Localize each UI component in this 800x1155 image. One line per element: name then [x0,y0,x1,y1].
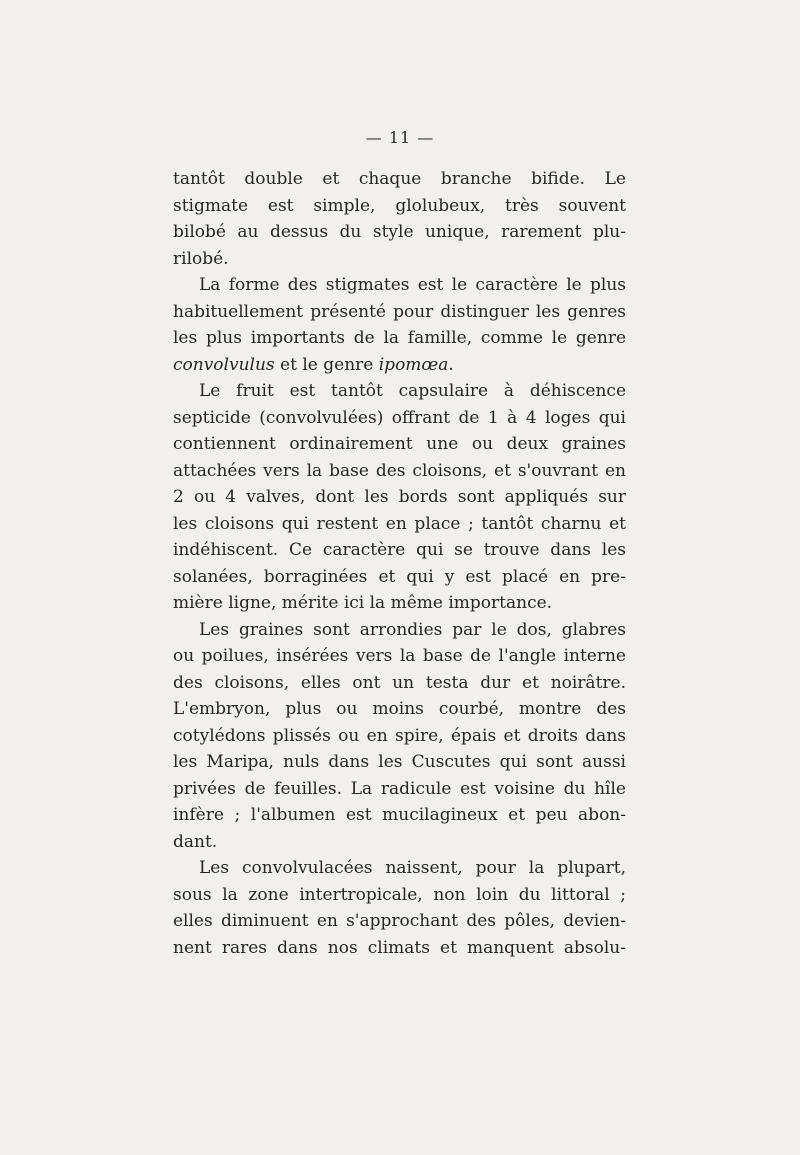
text-line: sous la zone intertropicale, non loin du littoral ; [173,884,626,905]
text-line: bilobé au dessus du style unique, rarement plu- [173,222,626,242]
italic-term: ipomœa [378,354,449,375]
text-line: les plus importants de la famille, comme le genre [173,328,626,348]
text-line: nent rares dans nos climats et manquent absolu- [173,937,626,958]
text-line: indéhiscent. Ce caractère qui se trouve dans les [173,540,626,560]
text-line: L'embryon, plus ou moins courbé, montre des [173,699,626,719]
text-line [173,352,626,379]
text-line: des cloisons, elles ont un testa dur et noirâtre. [173,672,626,693]
text-span: . [448,354,454,375]
text-span: et le genre [274,354,379,375]
page-number: — 11 — [365,128,435,147]
text-line: 2 ou 4 valves, dont les bords sont appliqués sur [173,487,626,507]
text-line: La forme des stigmates est le caractère le plus [199,275,626,295]
text-line: habituellement présenté pour distinguer les genres [173,301,626,322]
text-line: Les graines sont arrondies par le dos, glabres [199,619,626,640]
text-line: elles diminuent en s'approchant des pôles, devien- [173,911,626,931]
text-line: les Maripa, nuls dans les Cuscutes qui sont aussi [173,752,626,772]
text-line: cotylédons plissés ou en spire, épais et droits dans [173,725,626,746]
text-line: rilobé. [173,248,229,269]
text-line: tantôt double et chaque branche bifide. Le [173,169,626,189]
text-line: stigmate est simple, glolubeux, très souvent [173,195,626,216]
text-line: privées de feuilles. La radicule est voisine du hîle [173,778,626,799]
text-line: Les convolvulacées naissent, pour la plupart, [199,858,626,878]
body-text [173,166,626,961]
italic-term: convolvulus [173,354,275,375]
text-line: infère ; l'albumen est mucilagineux et peu abon- [173,805,626,825]
text-line: les cloisons qui restent en place ; tantôt charnu et [173,513,626,534]
text-line: solanées, borraginées et qui y est placé en pre- [173,566,626,587]
text-line: mière ligne, mérite ici la même importance. [173,593,553,613]
text-line: contiennent ordinairement une ou deux graines [173,434,626,454]
text-line: Le fruit est tantôt capsulaire à déhiscence [199,381,626,401]
text-line: ou poilues, insérées vers la base de l'angle interne [173,646,626,666]
text-line: dant. [173,831,218,852]
text-line: septicide (convolvulées) offrant de 1 à 4 loges qui [173,407,626,428]
text-line: attachées vers la base des cloisons, et s'ouvrant en [173,460,626,481]
